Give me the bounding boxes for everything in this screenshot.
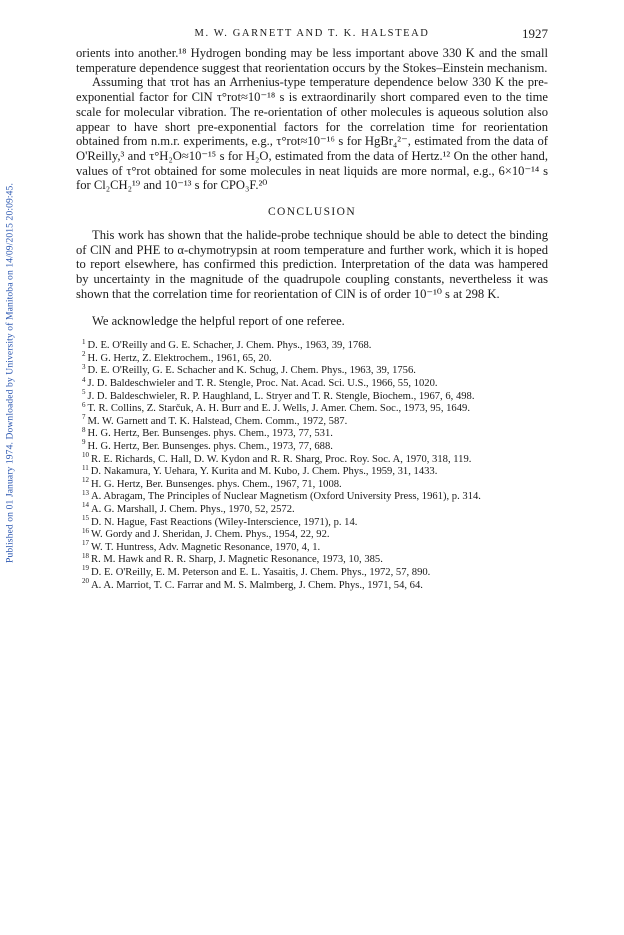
reference-number: 2 [82, 350, 86, 359]
reference-item [82, 350, 548, 366]
reference-item [82, 438, 548, 454]
reference-item [82, 526, 548, 542]
reference-text: T. R. Collins, Z. Starčuk, A. H. Burr and E. J. Wells, J. Amer. Chem. Soc., 1973, 95, 1649. [87, 403, 470, 415]
reference-item [82, 564, 548, 580]
reference-item [82, 388, 548, 404]
reference-text: W. Gordy and J. Sheridan, J. Chem. Phys., 1954, 22, 92. [91, 529, 330, 541]
paragraph-conclusion: This work has shown that the halide-probe technique should be able to detect the binding of ClN and PHE to α-chymotrypsin at room temperature and further work, which it is hoped to report elsewhere, has confirmed this prediction. Interpretation of the data was hampered by uncertainty in the magnitude of the quadrupole coupling constants, nevertheless it was shown that the correlation time for reorientation of ClN is of order 10⁻¹⁰ s at 298 K. [76, 228, 548, 301]
reference-item [82, 539, 548, 555]
reference-text: H. G. Hertz, Z. Elektrochem., 1961, 65, 20. [87, 352, 272, 364]
reference-item [82, 551, 548, 567]
reference-number: 7 [82, 413, 86, 422]
reference-text: D. E. O'Reilly, G. E. Schacher and K. Schug, J. Chem. Phys., 1963, 39, 1756. [87, 365, 416, 377]
reference-item [82, 451, 548, 467]
reference-text: D. N. Hague, Fast Reactions (Wiley-Interscience, 1971), p. 14. [91, 516, 358, 528]
reference-item [82, 337, 548, 353]
reference-number: 18 [82, 551, 89, 560]
reference-number: 11 [82, 463, 89, 472]
reference-text: W. T. Huntress, Adv. Magnetic Resonance, 1970, 4, 1. [91, 541, 321, 553]
section-title-conclusion: CONCLUSION [267, 206, 357, 219]
paragraph-continuation: orients into another.¹⁸ Hydrogen bonding may be less important above 330 K and the small temperature dependence suggest that reorientation occurs by the Stokes–Einstein mechanism. [76, 46, 548, 75]
reference-text: R. E. Richards, C. Hall, D. W. Kydon and R. R. Sharg, Proc. Roy. Soc. A, 1970, 318, 119. [91, 453, 472, 465]
reference-number: 16 [82, 526, 89, 535]
reference-number: 9 [82, 438, 86, 447]
reference-text: H. G. Hertz, Ber. Bunsenges. phys. Chem., 1973, 77, 688. [87, 441, 333, 452]
reference-number: 13 [82, 488, 89, 497]
reference-number: 14 [82, 501, 89, 510]
reference-number: 8 [82, 425, 86, 434]
reference-number: 12 [82, 476, 89, 485]
reference-number: 3 [82, 362, 86, 371]
reference-list [76, 337, 548, 592]
reference-item [82, 362, 548, 378]
reference-text: A. A. Marriot, T. C. Farrar and M. S. Malmberg, J. Chem. Phys., 1971, 54, 64. [91, 579, 423, 591]
reference-item [82, 463, 548, 479]
reference-text: R. M. Hawk and R. R. Sharp, J. Magnetic Resonance, 1973, 10, 385. [91, 554, 383, 566]
reference-text: A. G. Marshall, J. Chem. Phys., 1970, 52, 2572. [91, 503, 295, 515]
reference-item [82, 577, 548, 593]
reference-item [82, 400, 548, 416]
reference-text: D. Nakamura, Y. Uehara, Y. Kurita and M. Kubo, J. Chem. Phys., 1959, 31, 1433. [90, 466, 438, 478]
running-head: M. W. GARNETT AND T. K. HALSTEAD [194, 28, 430, 39]
reference-item [82, 425, 548, 441]
download-watermark [3, 150, 17, 595]
reference-text: H. G. Hertz, Ber. Bunsenges. phys. Chem., 1973, 77, 531. [87, 428, 333, 440]
download-watermark-text: Published on 01 January 1974. Downloaded by University of Manitoba on 14/09/2015 20:09:45. [4, 182, 16, 563]
reference-item [82, 488, 548, 504]
reference-item [82, 501, 548, 517]
reference-number: 10 [82, 451, 89, 460]
reference-text: D. E. O'Reilly, E. M. Peterson and E. L. Yasaitis, J. Chem. Phys., 1972, 57, 890. [91, 566, 431, 578]
reference-item [82, 413, 548, 429]
acknowledgement: We acknowledge the helpful report of one referee. [92, 313, 345, 328]
reference-text: J. D. Baldeschwieler, R. P. Haughland, L. Stryer and T. R. Stengle, Biochem., 1967, 6, 498. [87, 390, 475, 402]
paragraph-arrhenius: Assuming that τrot has an Arrhenius-type temperature dependence below 330 K the pre-exponential factor for ClN τ°rot≈10⁻¹⁸ s is extraordinarily short compared even to the time scale for molecular vibration. The re-orientation of other molecules is aqueous solution also appear to have short pre-exponential factors for the correlation time for reorientation obtained from n.m.r. experiments, e.g., τ°rot≈10⁻¹⁶ s for HgBr₄²⁻, estimated from the data of O'Reilly,³ and τ°H₂O≈10⁻¹⁵ s for H₂O, estimated from the data of Hertz.¹² On the other hand, values of τ°rot obtained for some molecules in neat liquids are more normal, e.g., 6×10⁻¹⁴ s for Cl₂CH₂¹⁹ and 10⁻¹³ s for CPO₃F.²⁰ [76, 75, 548, 193]
reference-number: 4 [82, 375, 86, 384]
reference-number: 17 [82, 539, 89, 548]
reference-number: 6 [82, 400, 86, 409]
reference-text: H. G. Hertz, Ber. Bunsenges. phys. Chem., 1967, 71, 1008. [91, 478, 342, 490]
reference-text: J. D. Baldeschwieler and T. R. Stengle, Proc. Nat. Acad. Sci. U.S., 1966, 55, 1020. [87, 378, 438, 390]
page-number: 1927 [522, 26, 548, 41]
article-body [76, 46, 548, 592]
page-header [76, 26, 548, 42]
reference-text: A. Abragam, The Principles of Nuclear Magnetism (Oxford University Press, 1961), p. 314. [91, 491, 481, 503]
reference-item [82, 375, 548, 391]
reference-number: 1 [82, 337, 86, 346]
reference-text: D. E. O'Reilly and G. E. Schacher, J. Chem. Phys., 1963, 39, 1768. [87, 340, 372, 352]
reference-item [82, 514, 548, 530]
reference-number: 19 [82, 564, 89, 573]
reference-number: 5 [82, 388, 86, 397]
reference-number: 20 [82, 577, 89, 585]
reference-text: M. W. Garnett and T. K. Halstead, Chem. Comm., 1972, 587. [87, 415, 348, 427]
reference-item [82, 476, 548, 492]
reference-number: 15 [82, 514, 89, 523]
